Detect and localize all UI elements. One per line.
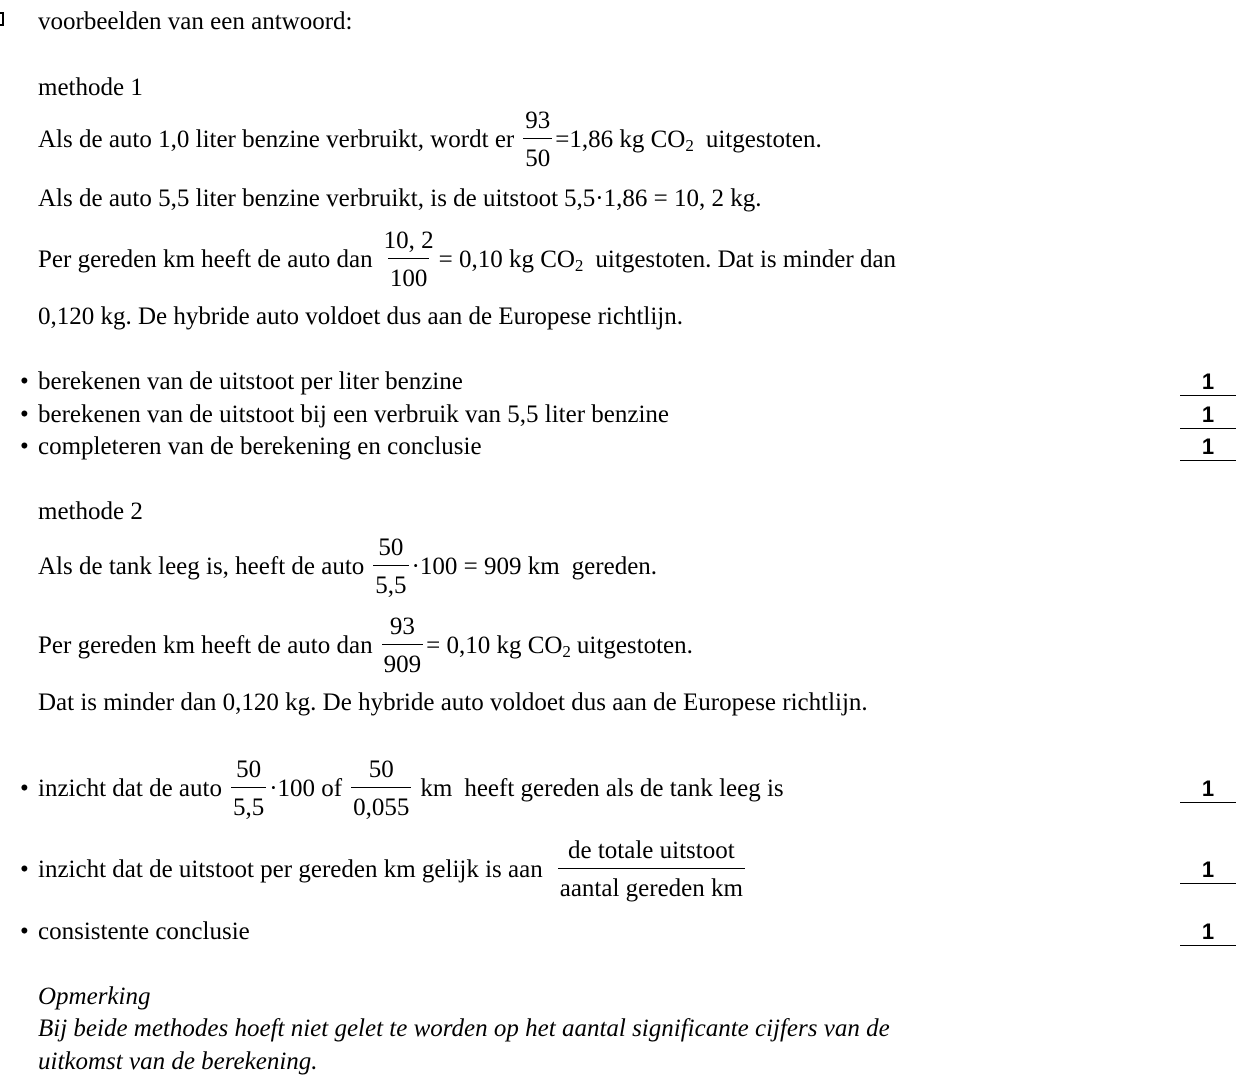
criterion-text: consistente conclusie <box>38 918 250 945</box>
fraction-denominator: 50 <box>523 138 552 171</box>
criterion-text: berekenen van de uitstoot bij een verbruik van 5,5 liter benzine <box>38 401 670 428</box>
method1-line2-pre: Als de auto 5,5 liter benzine verbruikt, is de uitstoot <box>38 185 559 212</box>
method1-line3 <box>38 228 896 291</box>
fraction-50-5-5 <box>373 535 408 598</box>
fraction-numerator: de totale uitstoot <box>568 837 735 864</box>
fraction-denominator: 5,5 <box>231 787 266 820</box>
method1-line1-post: uitgestoten. <box>705 125 822 153</box>
method2-line1-result: ·100 = 909 km <box>411 552 560 580</box>
criterion-text: inzicht dat de auto <box>38 774 222 802</box>
method2-line3: Dat is minder dan 0,120 kg. De hybride auto voldoet dus aan de Europese richtlijn. <box>38 689 868 716</box>
method2-heading: methode 2 <box>38 498 143 525</box>
fraction-numerator: 50 <box>368 756 394 783</box>
bullet: • <box>20 775 29 802</box>
bullet: • <box>20 856 29 883</box>
criterion-mid: ·100 of <box>269 774 343 802</box>
fraction-93-50 <box>523 108 552 171</box>
score-point: 1 <box>1180 859 1236 884</box>
method1-line1 <box>38 108 822 171</box>
criterion-insight-emission <box>38 838 748 901</box>
fraction-total-emission <box>558 838 745 901</box>
fraction-denominator: aantal gereden km <box>558 868 745 901</box>
method2-line2-result: = 0,10 kg CO <box>426 631 563 659</box>
score-point: 1 <box>1180 778 1236 803</box>
bullet: • <box>20 368 29 395</box>
bullet: • <box>20 401 29 428</box>
remark-line1: Bij beide methodes hoeft niet gelet te worden op het aantal significante cijfers van de <box>38 1015 890 1042</box>
fraction-numerator: 93 <box>389 613 415 640</box>
criterion-text: inzicht dat de uitstoot per gereden km gelijk is aan <box>38 855 543 883</box>
fraction-numerator: 10, 2 <box>383 227 434 254</box>
method1-line4: 0,120 kg. De hybride auto voldoet dus aan de Europese richtlijn. <box>38 303 683 330</box>
score-point: 1 <box>1180 921 1236 946</box>
method1-line2 <box>38 185 761 213</box>
subscript-2: 2 <box>574 255 584 275</box>
fraction-numerator: 50 <box>378 534 404 561</box>
method1-line2-expr: 5,5·1,86 = 10, 2 kg. <box>564 185 762 212</box>
method1-line1-pre: Als de auto 1,0 liter benzine verbruikt, wordt er <box>38 125 515 153</box>
fraction-denominator: 5,5 <box>373 565 408 598</box>
criterion-text-end: heeft gereden als de tank leeg is <box>464 774 784 802</box>
method2-line1-pre: Als de tank leeg is, heeft de auto <box>38 552 365 580</box>
fraction-93-909 <box>382 614 424 677</box>
page-marker <box>0 12 4 26</box>
score-point: 1 <box>1180 404 1236 429</box>
score-point: 1 <box>1180 436 1236 461</box>
fraction-50-5-5 <box>231 757 266 820</box>
criterion-insight-distance <box>38 757 784 820</box>
fraction-50-0-055 <box>351 757 411 820</box>
fraction-denominator: 100 <box>388 258 430 291</box>
intro-text: voorbeelden van een antwoord: <box>38 8 353 35</box>
method2-line1-post: gereden. <box>571 552 658 580</box>
bullet: • <box>20 433 29 460</box>
remark-heading: Opmerking <box>38 983 151 1010</box>
fraction-denominator: 909 <box>382 644 424 677</box>
subscript-2: 2 <box>685 135 694 155</box>
fraction-numerator: 93 <box>525 107 551 134</box>
criterion-text: completeren van de berekening en conclusie <box>38 433 482 460</box>
method1-line1-result: =1,86 kg CO <box>555 125 686 153</box>
unit-km: km <box>420 774 453 802</box>
subscript-2: 2 <box>562 641 571 661</box>
fraction-denominator: 0,055 <box>351 787 411 820</box>
method2-line2 <box>38 614 693 677</box>
criterion-text: berekenen van de uitstoot per liter benzine <box>38 368 463 395</box>
method2-line2-post: uitgestoten. <box>576 631 693 659</box>
bullet: • <box>20 918 29 945</box>
method1-line3-result: = 0,10 kg CO <box>438 245 575 273</box>
fraction-numerator: 50 <box>236 756 262 783</box>
score-point: 1 <box>1180 371 1236 396</box>
remark-line2: uitkomst van de berekening. <box>38 1048 318 1075</box>
method2-line1 <box>38 535 657 598</box>
method1-heading: methode 1 <box>38 74 143 101</box>
method1-line3-pre: Per gereden km heeft de auto dan <box>38 245 373 273</box>
method2-line2-pre: Per gereden km heeft de auto dan <box>38 631 373 659</box>
method1-line3-post: uitgestoten. Dat is minder dan <box>595 245 897 273</box>
fraction-10-2-100 <box>382 228 436 291</box>
